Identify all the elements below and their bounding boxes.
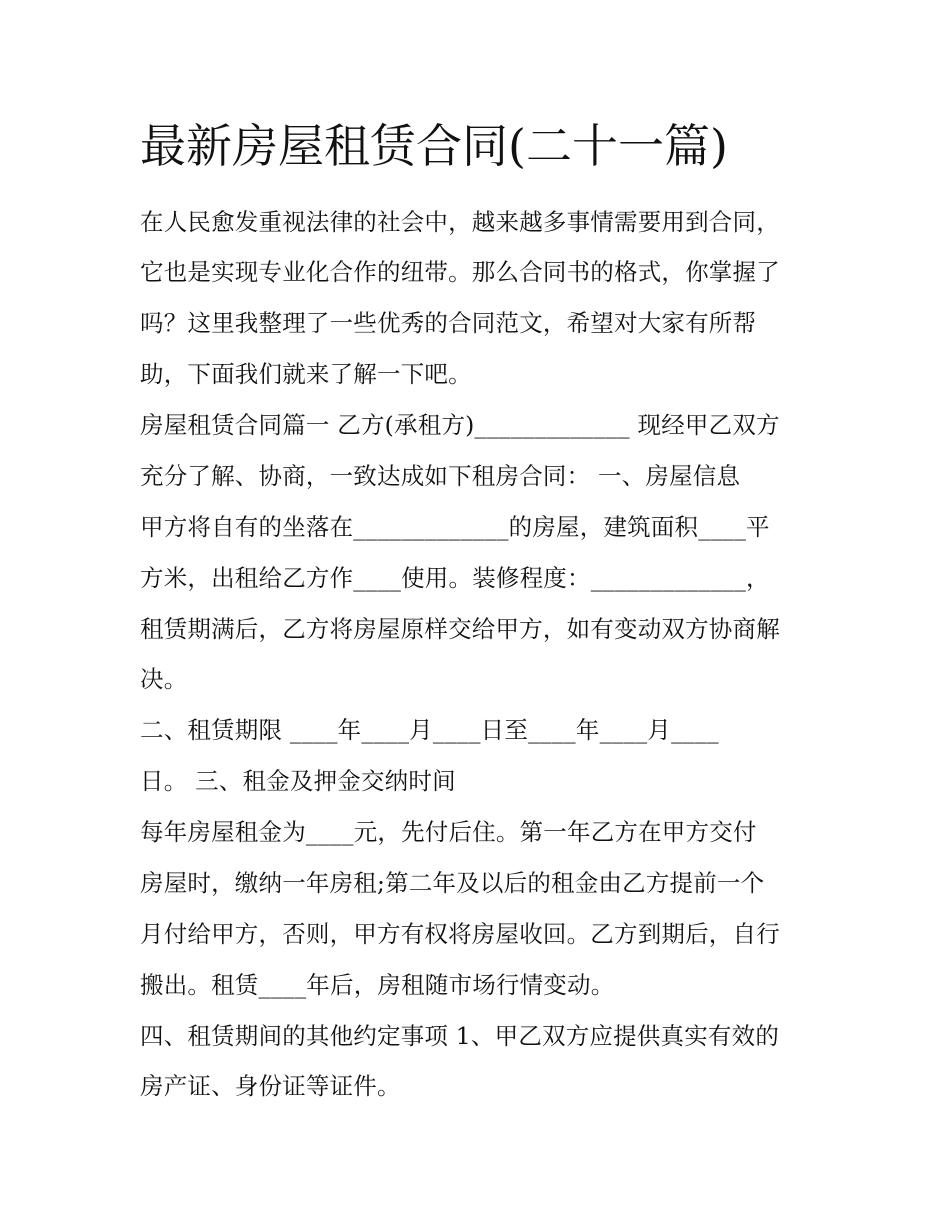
paragraph-line: 四、租赁期间的其他约定事项 1、甲乙双方应提供真实有效的: [140, 1022, 780, 1050]
paragraph-line: 甲方将自有的坐落在_____________的房屋，建筑面积____平: [140, 513, 770, 541]
paragraph-line: 方米，出租给乙方作____使用。装修程度：_____________，: [140, 564, 770, 592]
paragraph-line: 它也是实现专业化合作的纽带。那么合同书的格式，你掌握了: [140, 258, 780, 286]
paragraph-line: 搬出。租赁____年后，房租随市场行情变动。: [140, 971, 615, 999]
paragraph-line: 日。 三、租金及押金交纳时间: [140, 767, 456, 795]
paragraph-line: 决。: [140, 665, 188, 693]
paragraph-line: 吗？这里我整理了一些优秀的合同范文，希望对大家有所帮: [140, 309, 757, 337]
paragraph-line: 每年房屋租金为____元，先付后住。第一年乙方在甲方交付: [140, 818, 757, 846]
paragraph-line: 房屋时，缴纳一年房租;第二年及以后的租金由乙方提前一个: [140, 869, 765, 897]
paragraph-line: 助，下面我们就来了解一下吧。: [140, 360, 472, 388]
paragraph-line: 房屋租赁合同篇一 乙方(承租方)_____________ 现经甲乙双方: [140, 411, 780, 439]
document-title: 最新房屋租赁合同(二十一篇): [140, 119, 728, 173]
paragraph-line: 租赁期满后，乙方将房屋原样交给甲方，如有变动双方协商解: [140, 615, 780, 643]
paragraph-line: 月付给甲方，否则，甲方有权将房屋收回。乙方到期后，自行: [140, 920, 780, 948]
paragraph-line: 充分了解、协商，一致达成如下租房合同： 一、房屋信息: [140, 462, 741, 490]
paragraph-line: 房产证、身份证等证件。: [140, 1072, 401, 1100]
paragraph-line: 二、租赁期限 ____年____月____日至____年____月____: [140, 716, 719, 744]
paragraph-line: 在人民愈发重视法律的社会中，越来越多事情需要用到合同，: [140, 208, 780, 236]
